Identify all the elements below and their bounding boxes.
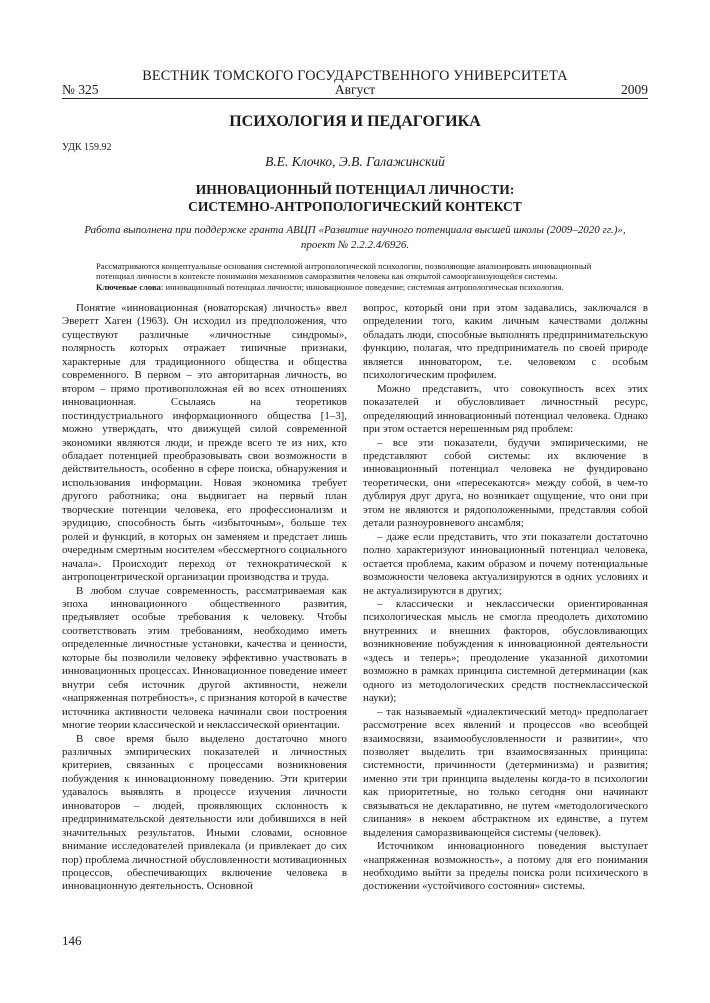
- right-column: [363, 302, 648, 894]
- keywords-text: : инновационный потенциал личности; инновационное поведение; системная антропологическая психология.: [160, 281, 564, 292]
- header-divider: [62, 98, 648, 99]
- keywords-label: Ключевые слова: [96, 281, 161, 292]
- paragraph: вопрос, который они при этом задавались, заключался в определении того, каким личным качествами должны обладать люди, способные выполнять предпринимательскую функцию, полагая, что предприниматель по своей природе является инноватором, т.е. человеком с особым психологическим профилем.: [363, 302, 648, 382]
- paragraph: – классически и неклассически ориентированная психологическая мысль не смогла преодолеть дихотомию внутренних и внешних факторов, обусловливающих возникновение побуждения к инновационной деятельности «здесь и теперь»; преодоление указанной дихотомии возможно в рамках принципа системной детерминации (как одного из методологических средств постнеклассической науки);: [363, 597, 648, 705]
- grant-note-line-1: Работа выполнена при поддержке гранта АВЦП «Развитие научного потенциала высшей школы (2009–2020 гг.)»,: [84, 224, 626, 236]
- paragraph: – так называемый «диалектический метод» предполагает рассмотрение всех явлений и процессов «во всеобщей взаимосвязи, взаимообусловленности и развитии», что позволяет выделить три взаимосвязанных принципа: системности, причинности (детерминизма) и развития; именно эти три принципа выделены когда-то в психологии как приоритетные, но только сегодня они начинают связываться не декларативно, не путем «методологического слипания» в некоем абстрактном их единстве, а путем выделения саморазвивающейся системы (человек).: [363, 705, 648, 839]
- page-number: 146: [62, 933, 82, 948]
- paragraph: – даже если представить, что эти показатели достаточно полно характеризуют инновационный потенциал человека, остается проблема, каким образом и почему потенциальные возможности человека актуализируются в одних условиях и не актуализируются в других;: [363, 530, 648, 597]
- article-title-line-1: ИННОВАЦИОННЫЙ ПОТЕНЦИАЛ ЛИЧНОСТИ:: [195, 182, 515, 197]
- left-column: [62, 302, 347, 894]
- article-authors: В.Е. Клочко, Э.В. Галажинский: [265, 154, 445, 169]
- grant-note: [80, 223, 630, 253]
- paragraph: – все эти показатели, будучи эмпирическими, не представляют собой системы: их включение в инновационный потенциал человека не фундировано теоретически, они «пересекаются» между собой, в чем-то дублируя друг друга, но возникает ощущение, что они при этом не являются и рядоположенными, представляя собой детали разноуровневого ансамбля;: [363, 436, 648, 530]
- issue-number: № 325: [62, 82, 99, 97]
- grant-note-line-2: проект № 2.2.2.4/6926.: [300, 239, 410, 251]
- journal-title: ВЕСТНИК ТОМСКОГО ГОСУДАРСТВЕННОГО УНИВЕРСИТЕТА: [142, 68, 568, 84]
- paragraph: Понятие «инновационная (новаторская) личность» ввел Эверетт Хаген (1963). Он исходил из предположения, что существуют различные «личностные синдромы», полярность которых отражает типичные признаки, характерные для традиционного общества и общества современного. В первом – это авторитарная личность, во втором – прямо противоположная ей во всех отношениях инновационная. Ссылаясь на теоретиков постиндустриального информационного общества [1–3], можно утверждать, что движущей силой современной экономики являются люди, и прежде всего те из них, кто обладает потенцией преобразовывать свои возможности в действительность, особенно в сфере поиска, обнаружения и использования информации. Новая экономика требует другого работника; она выдвигает на первый план творческие потенции человека, его профессионализм и эрудицию, способность быть «избыточным», больше тех ролей и функций, в которых он заменяем и предстает лишь очередным смертным носителем «бессмертного социального начала». Происходит переход от технократической к антропоцентрической организации производства и труда.: [62, 302, 347, 584]
- abstract-block: [96, 261, 616, 292]
- article-title: [0, 181, 710, 215]
- issue-month: Август: [334, 82, 376, 97]
- udk-code: УДК 159.92: [62, 142, 112, 153]
- abstract-text: Рассматриваются концептуальные основания системной антропологической психологии, позволяющие анализировать инновационный потенциал личности в контексте понимания механизмов саморазвития человека как открытой самоорганизующейся системы.: [96, 261, 592, 282]
- paragraph: В любом случае современность, рассматриваемая как эпоха инновационного общественного развития, предъявляет особые требования к человеку. Чтобы соответствовать этим требованиям, необходимо иметь определенные личностные установки, качества и ценности, которые бы позволили человеку эффективно участвовать в инновационных процессах. Инновационное поведение имеет внутри себя источник другой активности, нежели «напряженная потребность», с признания которой в качестве источника активности человека начинали свои построения многие теории классической и неклассической ориентации.: [62, 584, 347, 732]
- section-title: ПСИХОЛОГИЯ И ПЕДАГОГИКА: [229, 113, 481, 130]
- paragraph: Источником инновационного поведения выступает «напряженная возможность», а потому для его понимания необходимо выйти за пределы поиска роли психического в достижении «устойчивого состояния» системы.: [363, 840, 648, 893]
- issue-year: 2009: [621, 82, 648, 97]
- paragraph: Можно представить, что совокупность всех этих показателей и обусловливает личностный ресурс, определяющий инновационный потенциал человека. Однако при этом остается нерешенным ряд проблем:: [363, 382, 648, 436]
- article-title-line-2: СИСТЕМНО-АНТРОПОЛОГИЧЕСКИЙ КОНТЕКСТ: [188, 199, 522, 214]
- paragraph: В свое время было выделено достаточно много различных эмпирических показателей и личностных критериев, связанных с процессами возникновения побуждения к инновационному поведению. Эти критерии удавалось выявлять в процессе изучения личности инноваторов – людей, проявляющих склонность к предпринимательской деятельности или добившихся в ней значительных результатов. Иными словами, основное внимание исследователей привлекала (и привлекает до сих пор) проблема личностной обусловленности мотивационных процессов, обеспечивающих включение человека в инновационную деятельность. Основной: [62, 732, 347, 893]
- keywords: [96, 282, 616, 292]
